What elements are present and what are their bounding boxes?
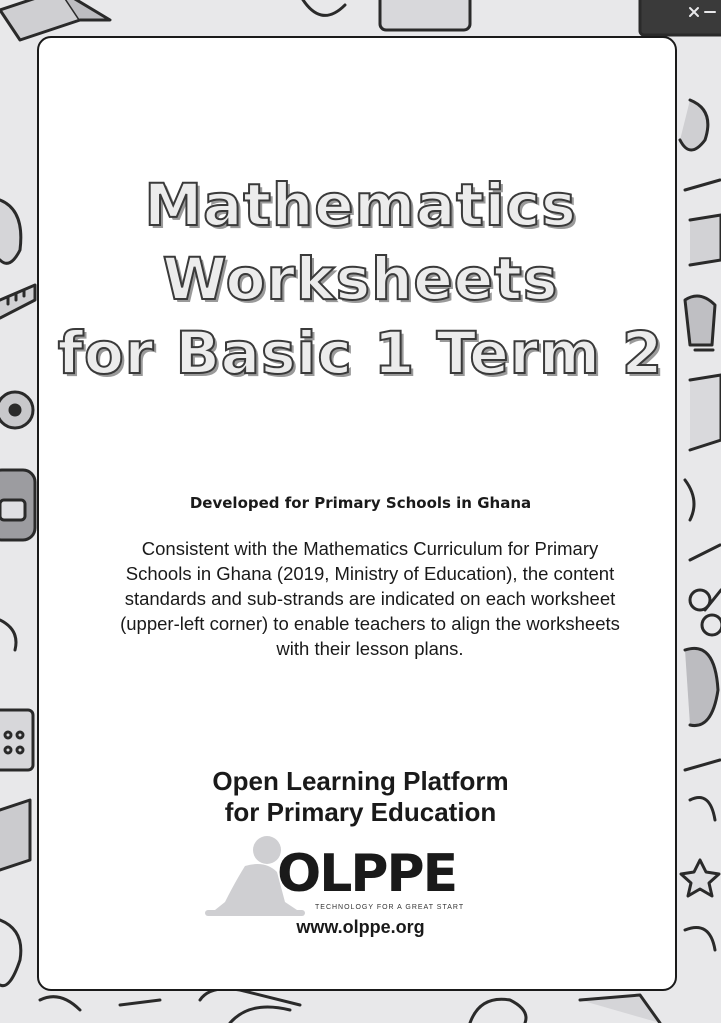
star-icon xyxy=(681,860,719,896)
website-link[interactable]: www.olppe.org xyxy=(296,917,425,937)
platform-line-1: Open Learning Platform xyxy=(212,766,509,796)
description-paragraph: Consistent with the Mathematics Curriculum for Primary Schools in Ghana (2019, Ministry of Education), the content standards and sub-strands are indicated on each worksheet (upper-left corner) to enable teachers to align the worksheets with their lesson plans. xyxy=(120,538,620,659)
globe-icon xyxy=(0,392,33,428)
developed-for-text: Developed for Primary Schools in Ghana xyxy=(189,494,532,512)
title-line-1: Mathematics xyxy=(144,171,577,239)
title-line-3: for Basic 1 Term 2 xyxy=(57,319,664,387)
title-line-2: Worksheets xyxy=(162,245,559,313)
platform-line-2: for Primary Education xyxy=(224,797,497,827)
chalkboard-icon xyxy=(640,0,721,35)
pencil-icon xyxy=(0,0,110,40)
book-icon xyxy=(300,0,470,30)
calculator-icon xyxy=(0,710,33,770)
platform-name xyxy=(0,766,721,828)
olppe-logo xyxy=(205,832,495,918)
logo-tagline: TECHNOLOGY FOR A GREAT START xyxy=(315,904,465,911)
paperclip-icon xyxy=(200,989,300,1023)
scissors-icon xyxy=(690,590,721,635)
logo-name: OLPPE xyxy=(277,844,457,904)
page-title xyxy=(0,168,721,390)
